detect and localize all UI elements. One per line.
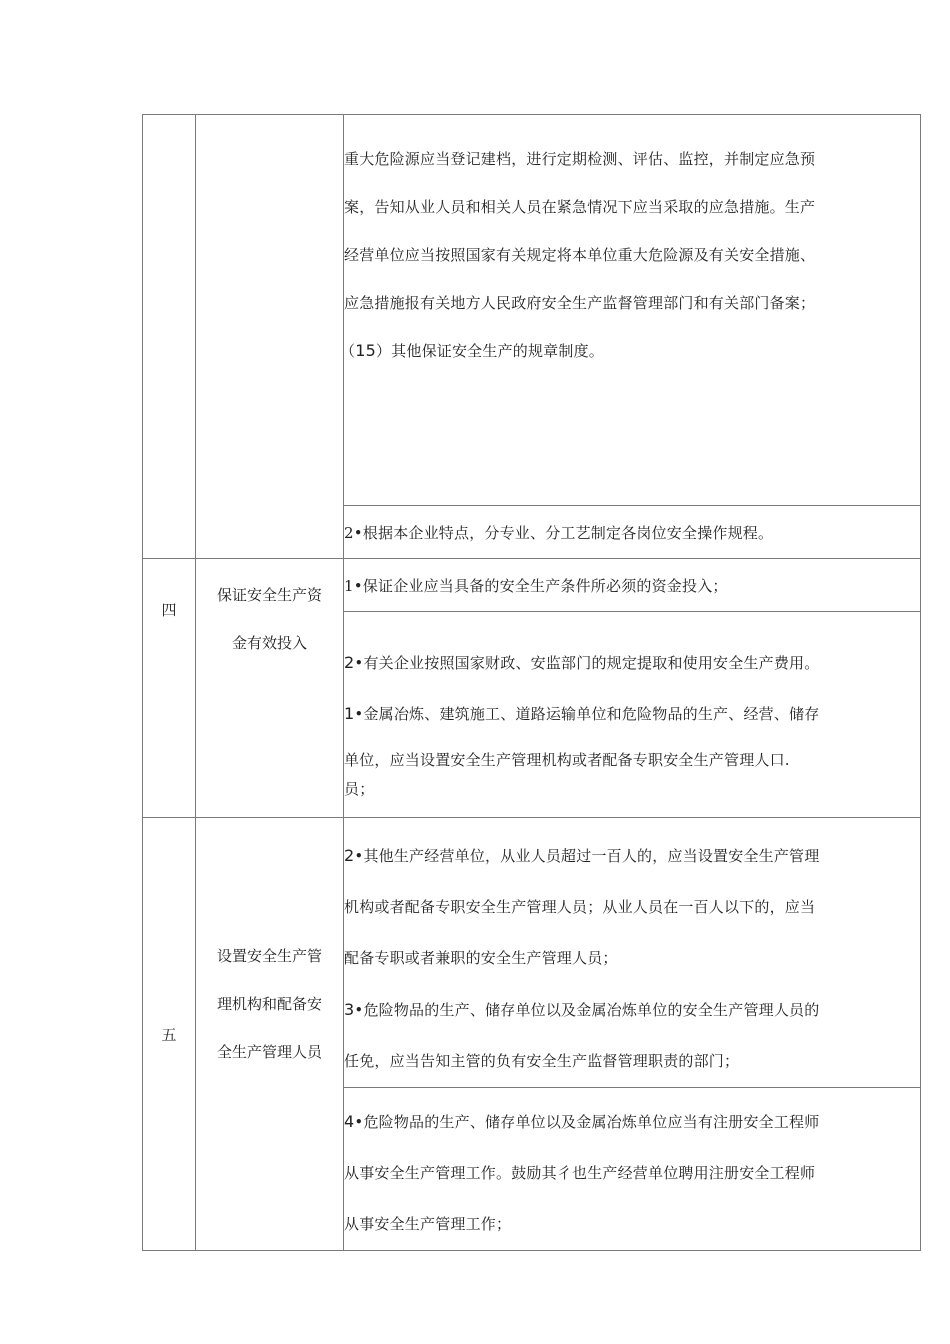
row-item-cell bbox=[196, 818, 344, 1251]
row-number-cell bbox=[143, 559, 196, 818]
content-cell-safety-fees bbox=[344, 612, 921, 818]
row-number: 五 bbox=[161, 1025, 177, 1044]
row-item-line: 全生产管理人员 bbox=[216, 1043, 322, 1061]
table-row-continuation bbox=[143, 115, 921, 506]
text-line: 任免，应当告知主管的负有安全生产监督管理职责的部门； bbox=[344, 1052, 740, 1070]
table-row-four bbox=[143, 559, 921, 612]
content-cell-operating-rules bbox=[344, 506, 921, 559]
text-line: 1•金属冶炼、建筑施工、道路运输单位和危险物品的生产、经营、储存 bbox=[344, 704, 820, 723]
staff-paragraph bbox=[344, 818, 920, 1087]
text-line: 员； bbox=[344, 780, 375, 798]
fees-paragraph bbox=[344, 612, 920, 799]
row-item-cell bbox=[196, 115, 344, 559]
text-line: 从事安全生产管理工作； bbox=[344, 1215, 512, 1233]
content-cell-funding bbox=[344, 559, 921, 612]
text-line: 从事安全生产管理工作。鼓励其彳也生产经营单位聘用注册安全工程师 bbox=[344, 1164, 816, 1182]
engineer-paragraph bbox=[344, 1088, 920, 1250]
row-item-cell bbox=[196, 559, 344, 818]
text-line: 经营单位应当按照国家有关规定将本单位重大危险源及有关安全措施、 bbox=[344, 246, 816, 264]
row-number: 四 bbox=[161, 601, 177, 619]
content-cell-hazard bbox=[340, 115, 921, 506]
text-line: 2•其他生产经营单位，从业人员超过一百人的，应当设置安全生产管理 bbox=[344, 846, 820, 865]
text-line: （15）其他保证安全生产的规章制度。 bbox=[340, 341, 604, 360]
text-line: 2•有关企业按照国家财政、安监部门的规定提取和使用安全生产费用。 bbox=[344, 653, 820, 672]
row-number-cell bbox=[143, 818, 196, 1251]
content-cell-safety-engineer bbox=[344, 1088, 921, 1251]
regulation-table bbox=[142, 114, 921, 1251]
content-cell-management-staff bbox=[344, 818, 921, 1088]
text-line: 机构或者配备专职安全生产管理人员；从业人员在一百人以下的，应当 bbox=[344, 898, 816, 916]
row-item-line: 设置安全生产管 bbox=[216, 947, 322, 965]
row-item-line: 理机构和配备安 bbox=[216, 995, 322, 1013]
text-line: 配备专职或者兼职的安全生产管理人员； bbox=[344, 949, 618, 967]
row-number-cell bbox=[143, 115, 196, 559]
text-line: 3•危险物品的生产、储存单位以及金属冶炼单位的安全生产管理人员的 bbox=[344, 1000, 820, 1019]
text-line: 1•保证企业应当具备的安全生产条件所必须的资金投入； bbox=[344, 577, 728, 595]
hazard-paragraph bbox=[340, 135, 920, 375]
table-row-five bbox=[143, 818, 921, 1088]
text-line: 重大危险源应当登记建档，进行定期检测、评估、监控，并制定应急预 bbox=[344, 150, 816, 168]
text-line: 应急措施报有关地方人民政府安全生产监督管理部门和有关部门备案； bbox=[344, 294, 816, 312]
text-line: 单位，应当设置安全生产管理机构或者配备专职安全生产管理人口. bbox=[344, 751, 790, 769]
text-line: 案，告知从业人员和相关人员在紧急情况下应当采取的应急措施。生产 bbox=[344, 198, 816, 216]
text-line: 2•根据本企业特点，分专业、分工艺制定各岗位安全操作规程。 bbox=[344, 524, 774, 542]
row-item-line: 金有效投入 bbox=[231, 634, 307, 652]
text-line: 4•危险物品的生产、储存单位以及金属冶炼单位应当有注册安全工程师 bbox=[344, 1112, 820, 1131]
row-item-line: 保证安全生产资 bbox=[216, 586, 322, 604]
